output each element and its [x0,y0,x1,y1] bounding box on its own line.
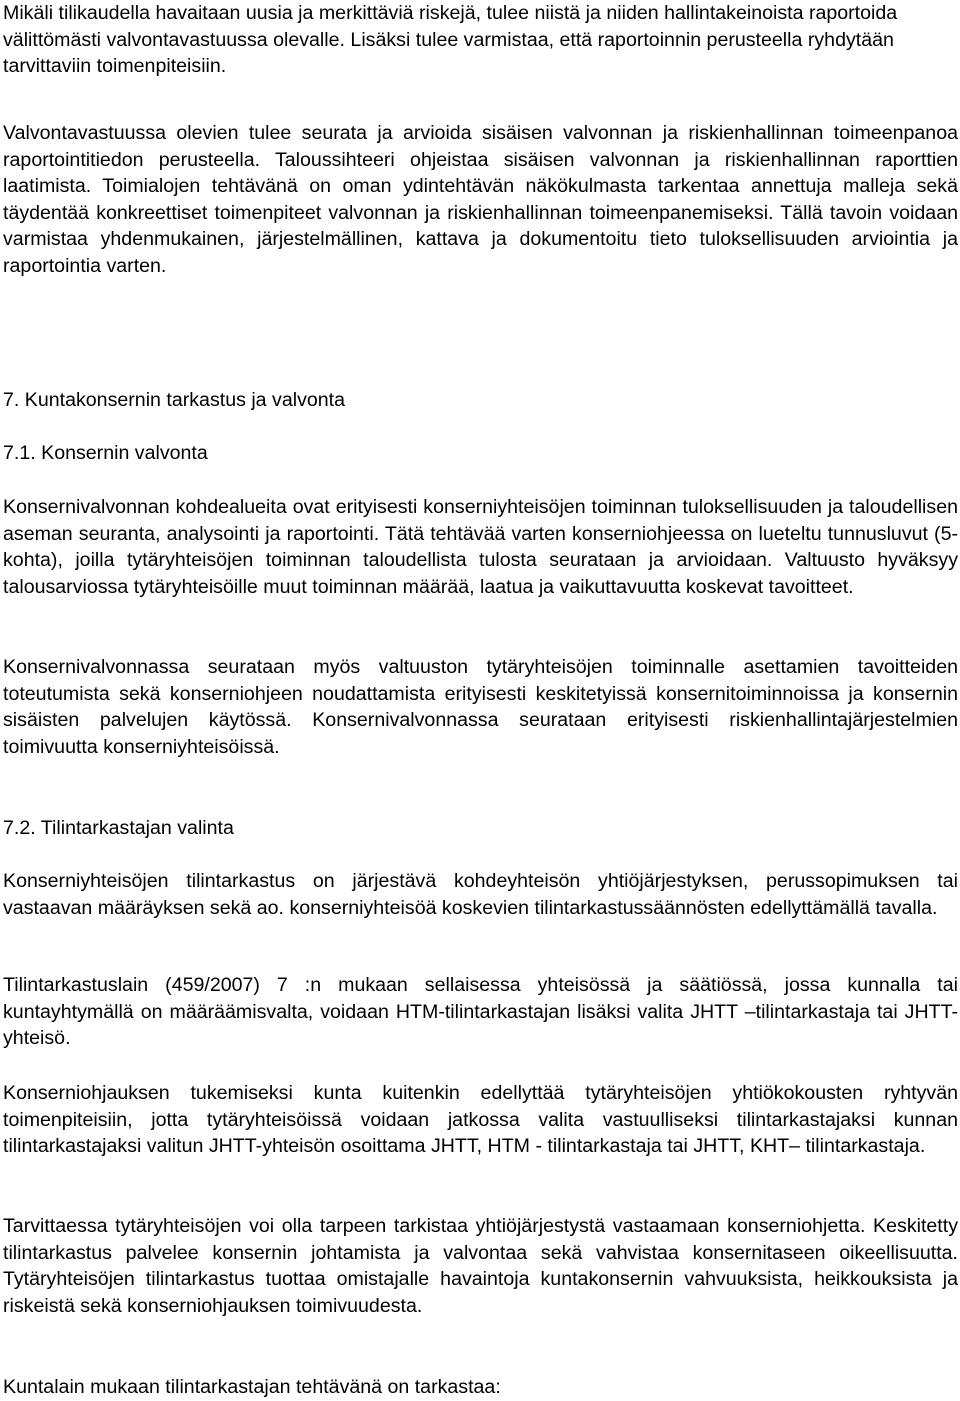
section-heading-7-2: 7.2. Tilintarkastajan valinta [3,817,234,839]
paragraph-articles-review: Tarvittaessa tytäryhteisöjen voi olla tarpeen tarkistaa yhtiöjärjestystä vastaamaan konserniohjetta. Keskitetty tilintarkastus palvelee konsernin johtamista ja valvontaa sekä vahvistaa konsernitaseen oikeellisuutta. Tytäryhteisöjen tilintarkastus tuottaa omistajalle havaintoja kuntakonsernin vahvuuksista, heikkouksista ja riskeistä sekä konserniohjauksen toimivuudesta. [3,1215,958,1317]
section-heading-7: 7. Kuntakonsernin tarkastus ja valvonta [3,389,346,411]
paragraph-group-steering: Konserniohjauksen tukemiseksi kunta kuitenkin edellyttää tytäryhteisöjen yhtiökokousten ryhtyvän toimenpiteisiin, jotta tytäryhteisöissä voidaan jatkossa valita vastuulliseksi tilintarkastajaksi kunnan tilintarkastajaksi valitun JHTT-yhteisön osoittama JHTT, HTM - tilintarkastaja tai JHTT, KHT– tilintarkastaja. [3,1082,958,1158]
paragraph-auditor-duties-intro: Kuntalain mukaan tilintarkastajan tehtävänä on tarkastaa: [3,1376,501,1398]
section-heading-7-1: 7.1. Konsernin valvonta [3,442,208,464]
paragraph-group-supervision-goals: Konsernivalvonnassa seurataan myös valtuuston tytäryhteisöjen toiminnalle asettamien tavoitteiden toteutumista sekä konserniohjeen noudattamista erityisesti keskitetyissä konsernitoiminnoissa ja konsernin sisäisten palvelujen käytössä. Konsernivalvonnassa seurataan erityisesti riskienhallintajärjestelmien toimivuutta konserniyhteisöissä. [3,656,958,758]
paragraph-risk-reporting: Mikäli tilikaudella havaitaan uusia ja merkittäviä riskejä, tulee niistä ja niiden hallintakeinoista raportoida välittömästi valvontavastuussa olevalle. Lisäksi tulee varmistaa, että raportoinnin perusteella ryhdytään tarvittaviin toimenpiteisiin. [3,2,898,78]
paragraph-supervision-followup: Valvontavastuussa olevien tulee seurata ja arvioida sisäisen valvonnan ja riskienhallinnan toimeenpanoa raportointitiedon perusteella. Taloussihteeri ohjeistaa sisäisen valvonnan ja riskienhallinnan raporttien laatimista. Toimialojen tehtävänä on oman ydintehtävän näkökulmasta tarkentaa annettuja malleja sekä täydentää konkreettiset toimenpiteet valvonnan ja riskienhallinnan toimeenpanemiseksi. Tällä tavoin voidaan varmistaa yhdenmukainen, järjestelmällinen, kattava ja dokumentoitu tieto tuloksellisuuden arviointia ja raportointia varten. [3,122,958,277]
paragraph-audit-act: Tilintarkastuslain (459/2007) 7 :n mukaan sellaisessa yhteisössä ja säätiössä, jossa kunnalla tai kuntayhtymällä on määräämisvalta, voidaan HTM-tilintarkastajan lisäksi valita JHTT –tilintarkastaja tai JHTT-yhteisö. [3,974,958,1050]
paragraph-subsidiary-audit: Konserniyhteisöjen tilintarkastus on järjestävä kohdeyhteisön yhtiöjärjestyksen, perussopimuksen tai vastaavan määräyksen sekä ao. konserniyhteisöä koskevien tilintarkastussäännösten edellyttämällä tavalla. [3,870,958,919]
paragraph-group-supervision-areas: Konsernivalvonnan kohdealueita ovat erityisesti konserniyhteisöjen toiminnan tuloksellisuuden ja taloudellisen aseman seuranta, analysointi ja raportointi. Tätä tehtävää varten konserniohjeessa on lueteltu tunnusluvut (5-kohta), joilla tytäryhteisöjen toiminnan taloudellista tulosta seurataan ja arvioidaan. Valtuusto hyväksyy talousarviossa tytäryhteisöille muut toiminnan määrää, laatua ja vaikuttavuutta koskevat tavoitteet. [3,496,958,598]
